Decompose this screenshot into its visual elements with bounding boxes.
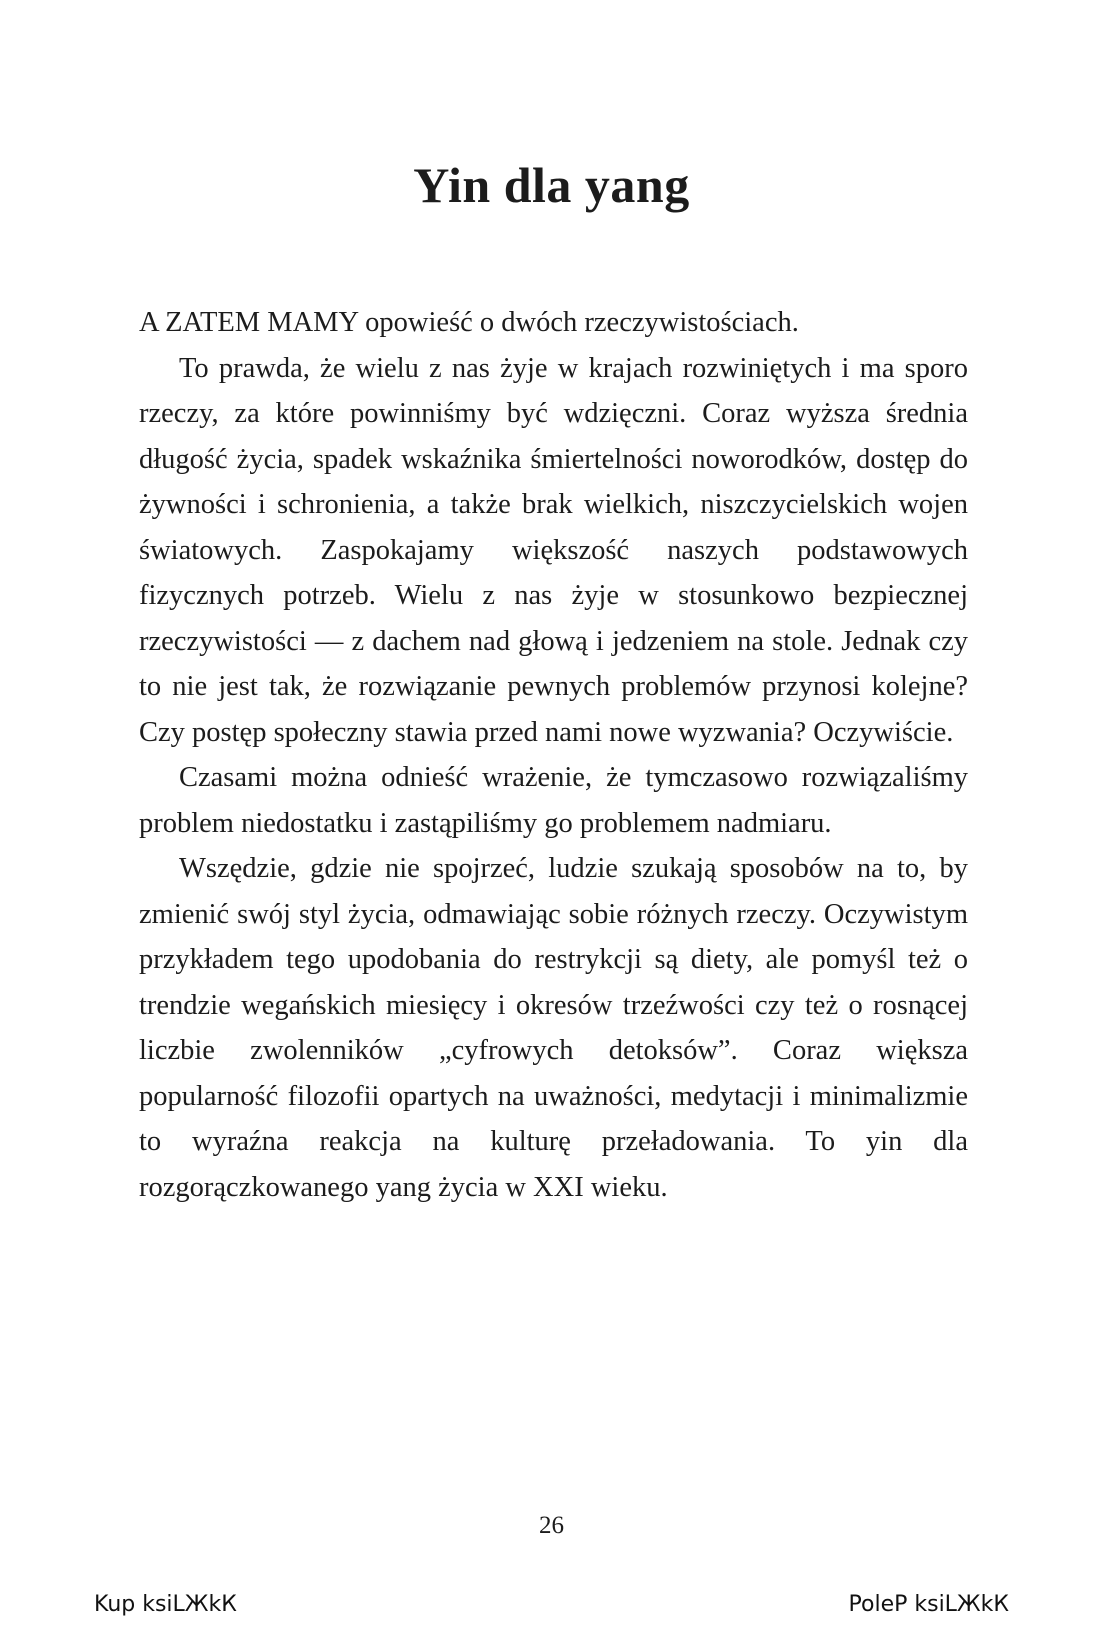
page-number: 26 — [539, 1512, 564, 1539]
buy-book-link[interactable]: Kup ksiLЖkК — [94, 1592, 237, 1617]
recommend-book-link[interactable]: PoleР ksiLЖkК — [848, 1592, 1009, 1617]
chapter-body — [139, 300, 968, 1210]
paragraph-lead-smallcaps: A ZATEM MAMY — [139, 307, 359, 338]
paragraph-1 — [139, 300, 968, 346]
paragraph-3: Czasami można odnieść wrażenie, że tymczasowo rozwiązaliśmy problem niedostatku i zastąpiliśmy go problemem nadmiaru. — [139, 762, 968, 839]
paragraph-2: To prawda, że wielu z nas żyje w krajach rozwiniętych i ma sporo rzeczy, za które powinniśmy być wdzięczni. Coraz wyższa średnia długość życia, spadek wskaźnika śmiertelności noworodków, dostęp do żywności i schronienia, a także brak wielkich, niszczycielskich wojen światowych. Zaspokajamy większość naszych podstawowych fizycznych potrzeb. Wielu z nas żyje w stosunkowo bezpiecznej rzeczywistości — z dachem nad głową i jedzeniem na stole. Jednak czy to nie jest tak, że rozwiązanie pewnych problemów przynosi kolejne? Czy postęp społeczny stawia przed nami nowe wyzwania? Oczywiście. — [139, 352, 968, 748]
paragraph-1-text: opowieść o dwóch rzeczywistościach. — [358, 307, 799, 338]
paragraph-4: Wszędzie, gdzie nie spojrzeć, ludzie szukają sposobów na to, by zmienić swój styl życia, odmawiając sobie różnych rzeczy. Oczywistym przykładem tego upodobania do restrykcji są diety, ale pomyśl też o trendzie wegańskich miesięcy i okresów trzeźwości czy też o rosnącej liczbie zwolenników „cyfrowych detoksów”. Coraz większa popularność filozofii opartych na uważności, medytacji i minimalizmie to wyraźna reakcja na kulturę przeładowania. To yin dla rozgorączkowanego yang życia w XXI wieku. — [139, 853, 968, 1203]
chapter-title: Yin dla yang — [413, 157, 690, 213]
